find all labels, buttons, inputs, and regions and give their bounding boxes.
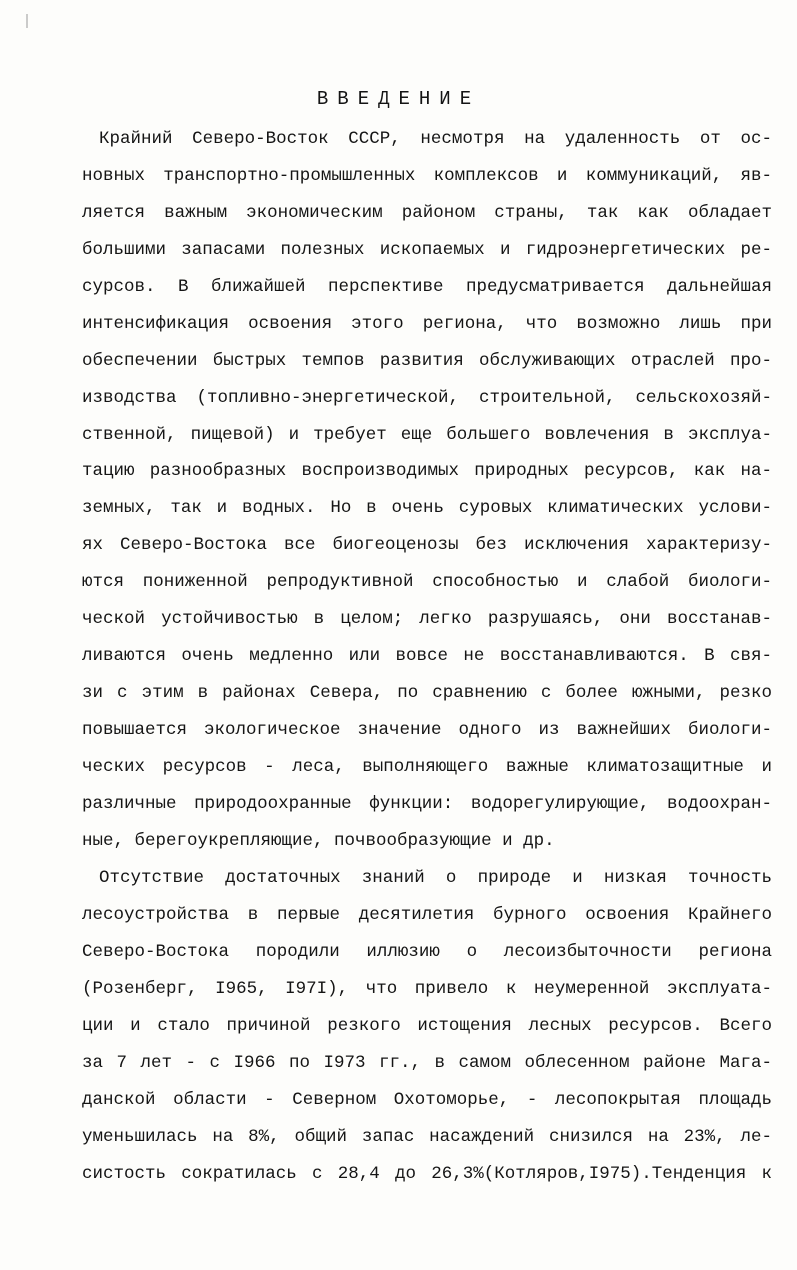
text-line: различные природоохранные функции: водорегулирующие, водоохран- [82, 793, 772, 814]
text-line: Крайний Северо-Восток СССР, несмотря на удаленность от ос- [99, 129, 772, 149]
text-line: (Розенберг, I965, I97I), что привело к неумеренной эксплуата- [82, 978, 772, 999]
text-line: лесоустройства в первые десятилетия бурного освоения Крайнего [82, 904, 772, 925]
text-line: сурсов. В ближайшей перспективе предусматривается дальнейшая [82, 276, 772, 297]
scan-mark [26, 14, 28, 28]
text-line: данской области - Северном Охотоморье, - лесопокрытая площадь [82, 1089, 772, 1110]
text-line: ческой устойчивостью в целом; легко разрушаясь, они восстанав- [82, 609, 772, 630]
text-line: ные, берегоукрепляющие, почвообразующие и др. [82, 830, 555, 851]
text-line: интенсификация освоения этого региона, что возможно лишь при [82, 313, 772, 334]
text-line: систость сократилась с 28,4 до 26,3%(Котляров,I975).Тенденция к [82, 1163, 772, 1184]
paragraph-2 [82, 860, 772, 1192]
text-line: ляется важным экономическим районом страны, так как обладает [82, 202, 772, 223]
text-line: ются пониженной репродуктивной способностью и слабой биологи- [82, 572, 772, 593]
text-line: земных, так и водных. Но в очень суровых климатических услови- [82, 498, 772, 519]
text-line: изводства (топливно-энергетической, строительной, сельскохозяй- [82, 387, 772, 408]
text-line: за 7 лет - с I966 по I973 гг., в самом облесенном районе Мага- [82, 1052, 772, 1073]
text-line: зи с этим в районах Севера, по сравнению с более южными, резко [82, 683, 772, 704]
page-title: ВВЕДЕНИЕ [316, 88, 481, 110]
text-line: повышается экологическое значение одного из важнейших биологи- [82, 720, 772, 740]
text-line: уменьшилась на 8%, общий запас насаждений снизился на 23%, ле- [82, 1126, 772, 1147]
text-line: ции и стало причиной резкого истощения лесных ресурсов. Всего [82, 1015, 772, 1036]
text-line: ях Северо-Востока все биогеоценозы без исключения характеризу- [82, 535, 772, 556]
text-line: большими запасами полезных ископаемых и гидроэнергетических ре- [82, 239, 772, 260]
text-line: Отсутствие достаточных знаний о природе и низкая точность [99, 868, 772, 888]
text-line: ливаются очень медленно или вовсе не восстанавливаются. В свя- [82, 646, 772, 667]
text-line: тацию разнообразных воспроизводимых природных ресурсов, как на- [82, 461, 772, 482]
paragraph-1 [82, 121, 772, 860]
text-line: ческих ресурсов - леса, выполняющего важные климатозащитные и [82, 756, 772, 777]
text-line: обеспечении быстрых темпов развития обслуживающих отраслей про- [82, 350, 772, 371]
text-line: ственной, пищевой) и требует еще большего вовлечения в эксплуа- [82, 424, 772, 445]
text-line: Северо-Востока породили иллюзию о лесоизбыточности региона [82, 941, 772, 962]
text-line: новных транспортно-промышленных комплексов и коммуникаций, яв- [82, 165, 772, 186]
